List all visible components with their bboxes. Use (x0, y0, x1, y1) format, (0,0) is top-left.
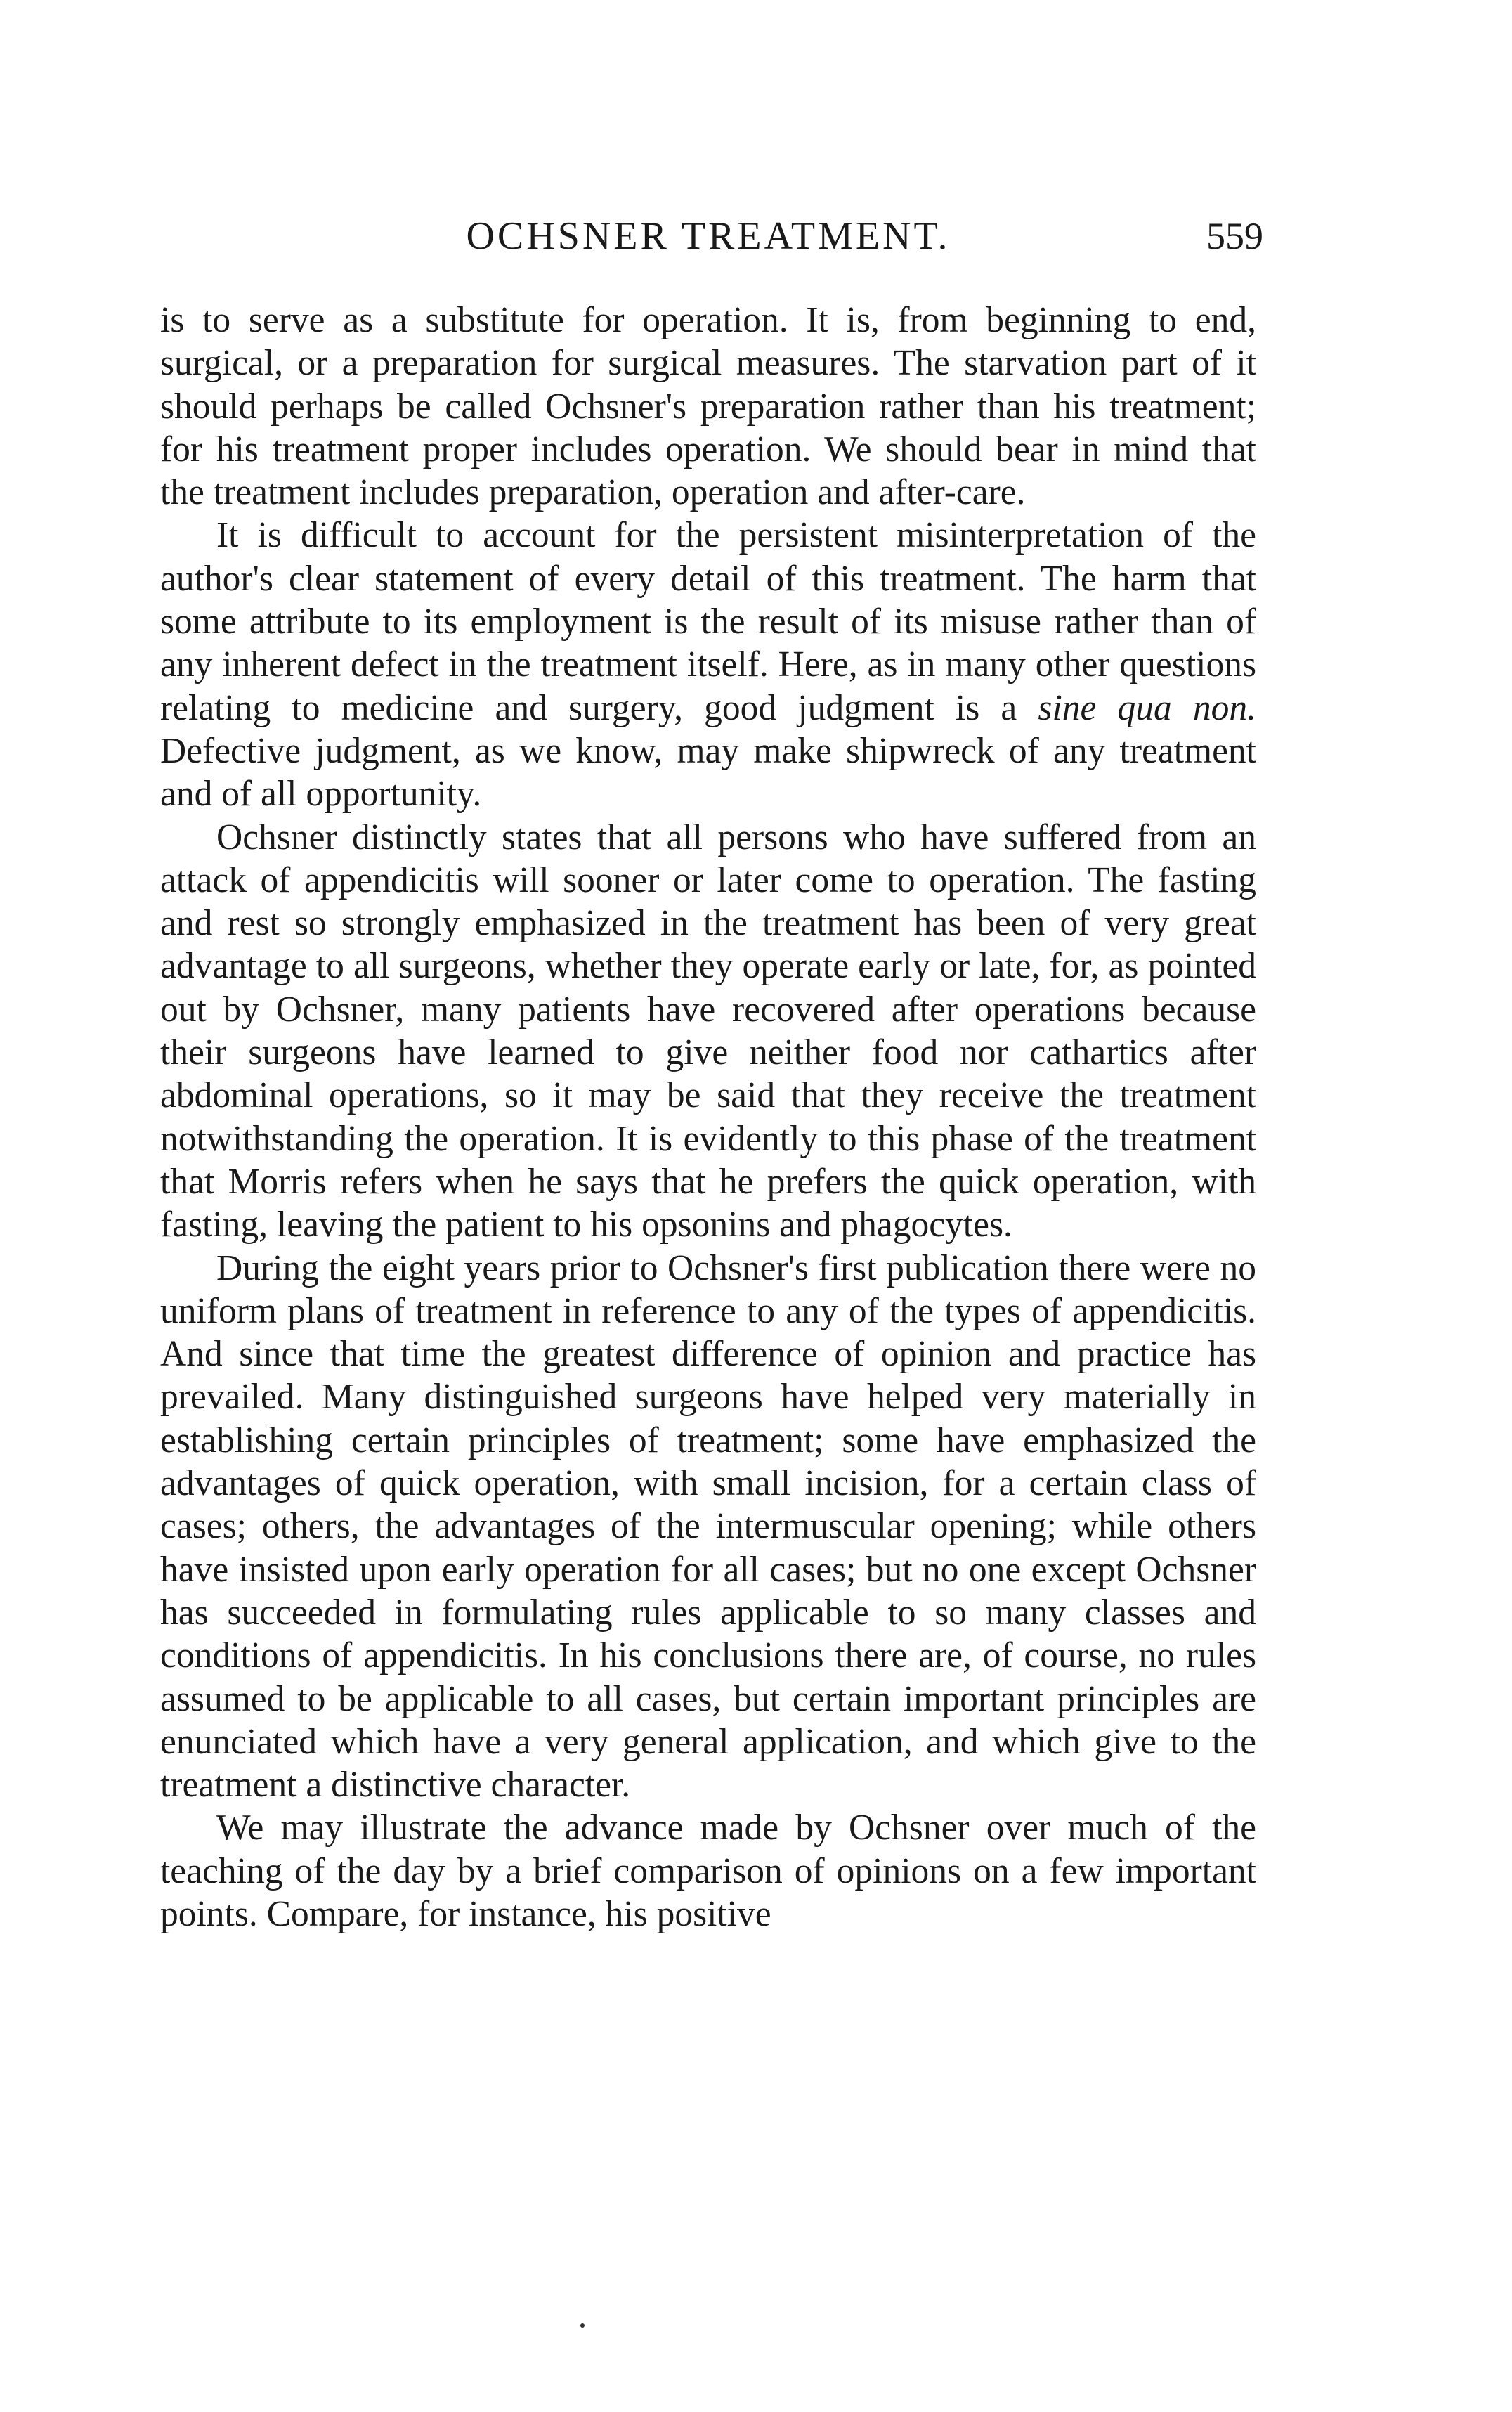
paragraph-3 (160, 816, 1256, 1247)
paragraph-2 (160, 514, 1256, 815)
running-head (160, 208, 1263, 264)
paragraph-3-text: Ochsner distinctly states that all persons who have suffered from an attack of appendicitis will sooner or later come to operation. The fasting and rest so strongly emphasized in the treatment has been of very great advantage to all surgeons, whether they operate early or late, for, as pointed out by Ochsner, many patients have recovered after operations because their surgeons have learned to give neither food nor cathartics after abdominal operations, so it may be said that they receive the treatment notwithstanding the operation. It is evidently to this phase of the treatment that Morris refers when he says that he prefers the quick operation, with fasting, leaving the patient to his opsonins and phagocytes. (160, 817, 1256, 1245)
paragraph-1-text: is to serve as a substitute for operation. It is, from beginning to end, surgical, or a preparation for surgical measures. The starvation part of it should perhaps be called Ochsner's preparation rather than his treatment; for his treatment proper includes operation. We should bear in mind that the treatment includes preparation, operation and after-care. (160, 300, 1256, 513)
paragraph-4-text: During the eight years prior to Ochsner's first publication there were no uniform plans of treatment in reference to any of the types of appendicitis. And since that time the greatest difference of opinion and practice has prevailed. Many distinguished surgeons have helped very materially in establishing certain principles of treatment; some have emphasized the advantages of quick operation, with small incision, for a certain class of cases; others, the advantages of the intermuscular opening; while others have insisted upon early operation for all cases; but no one except Ochsner has succeeded in formulating rules applicable to so many classes and conditions of appendicitis. In his conclusions there are, of course, no rules assumed to be applicable to all cases, but certain important principles are enunciated which have a very general application, and which give to the treatment a distinctive character. (160, 1247, 1256, 1805)
paragraph-1 (160, 299, 1256, 514)
page-number: 559 (1206, 215, 1263, 257)
paragraph-2-text-end: Defective judgment, as we know, may make shipwreck of any treatment and of all opportunity. (160, 730, 1256, 815)
paragraph-5 (160, 1806, 1256, 1936)
paragraph-4 (160, 1247, 1256, 1807)
paragraph-5-text: We may illustrate the advance made by Ochsner over much of the teaching of the day by a brief comparison of opinions on a few important points. Compare, for instance, his positive (160, 1808, 1256, 1934)
running-head-title: OCHSNER TREATMENT. (466, 214, 951, 258)
latin-phrase: sine qua non. (1038, 687, 1256, 728)
ink-speck (580, 2323, 585, 2328)
body-text (160, 299, 1256, 1936)
paragraph-2-text-start: It is difficult to account for the persistent misinterpretation of the author's clear statement of every detail of this treatment. The harm that some attribute to its employment is the result of its misuse rather than of any inherent defect in the treatment itself. Here, as in many other questions relating to medicine and surgery, good judgment is a (160, 515, 1256, 728)
